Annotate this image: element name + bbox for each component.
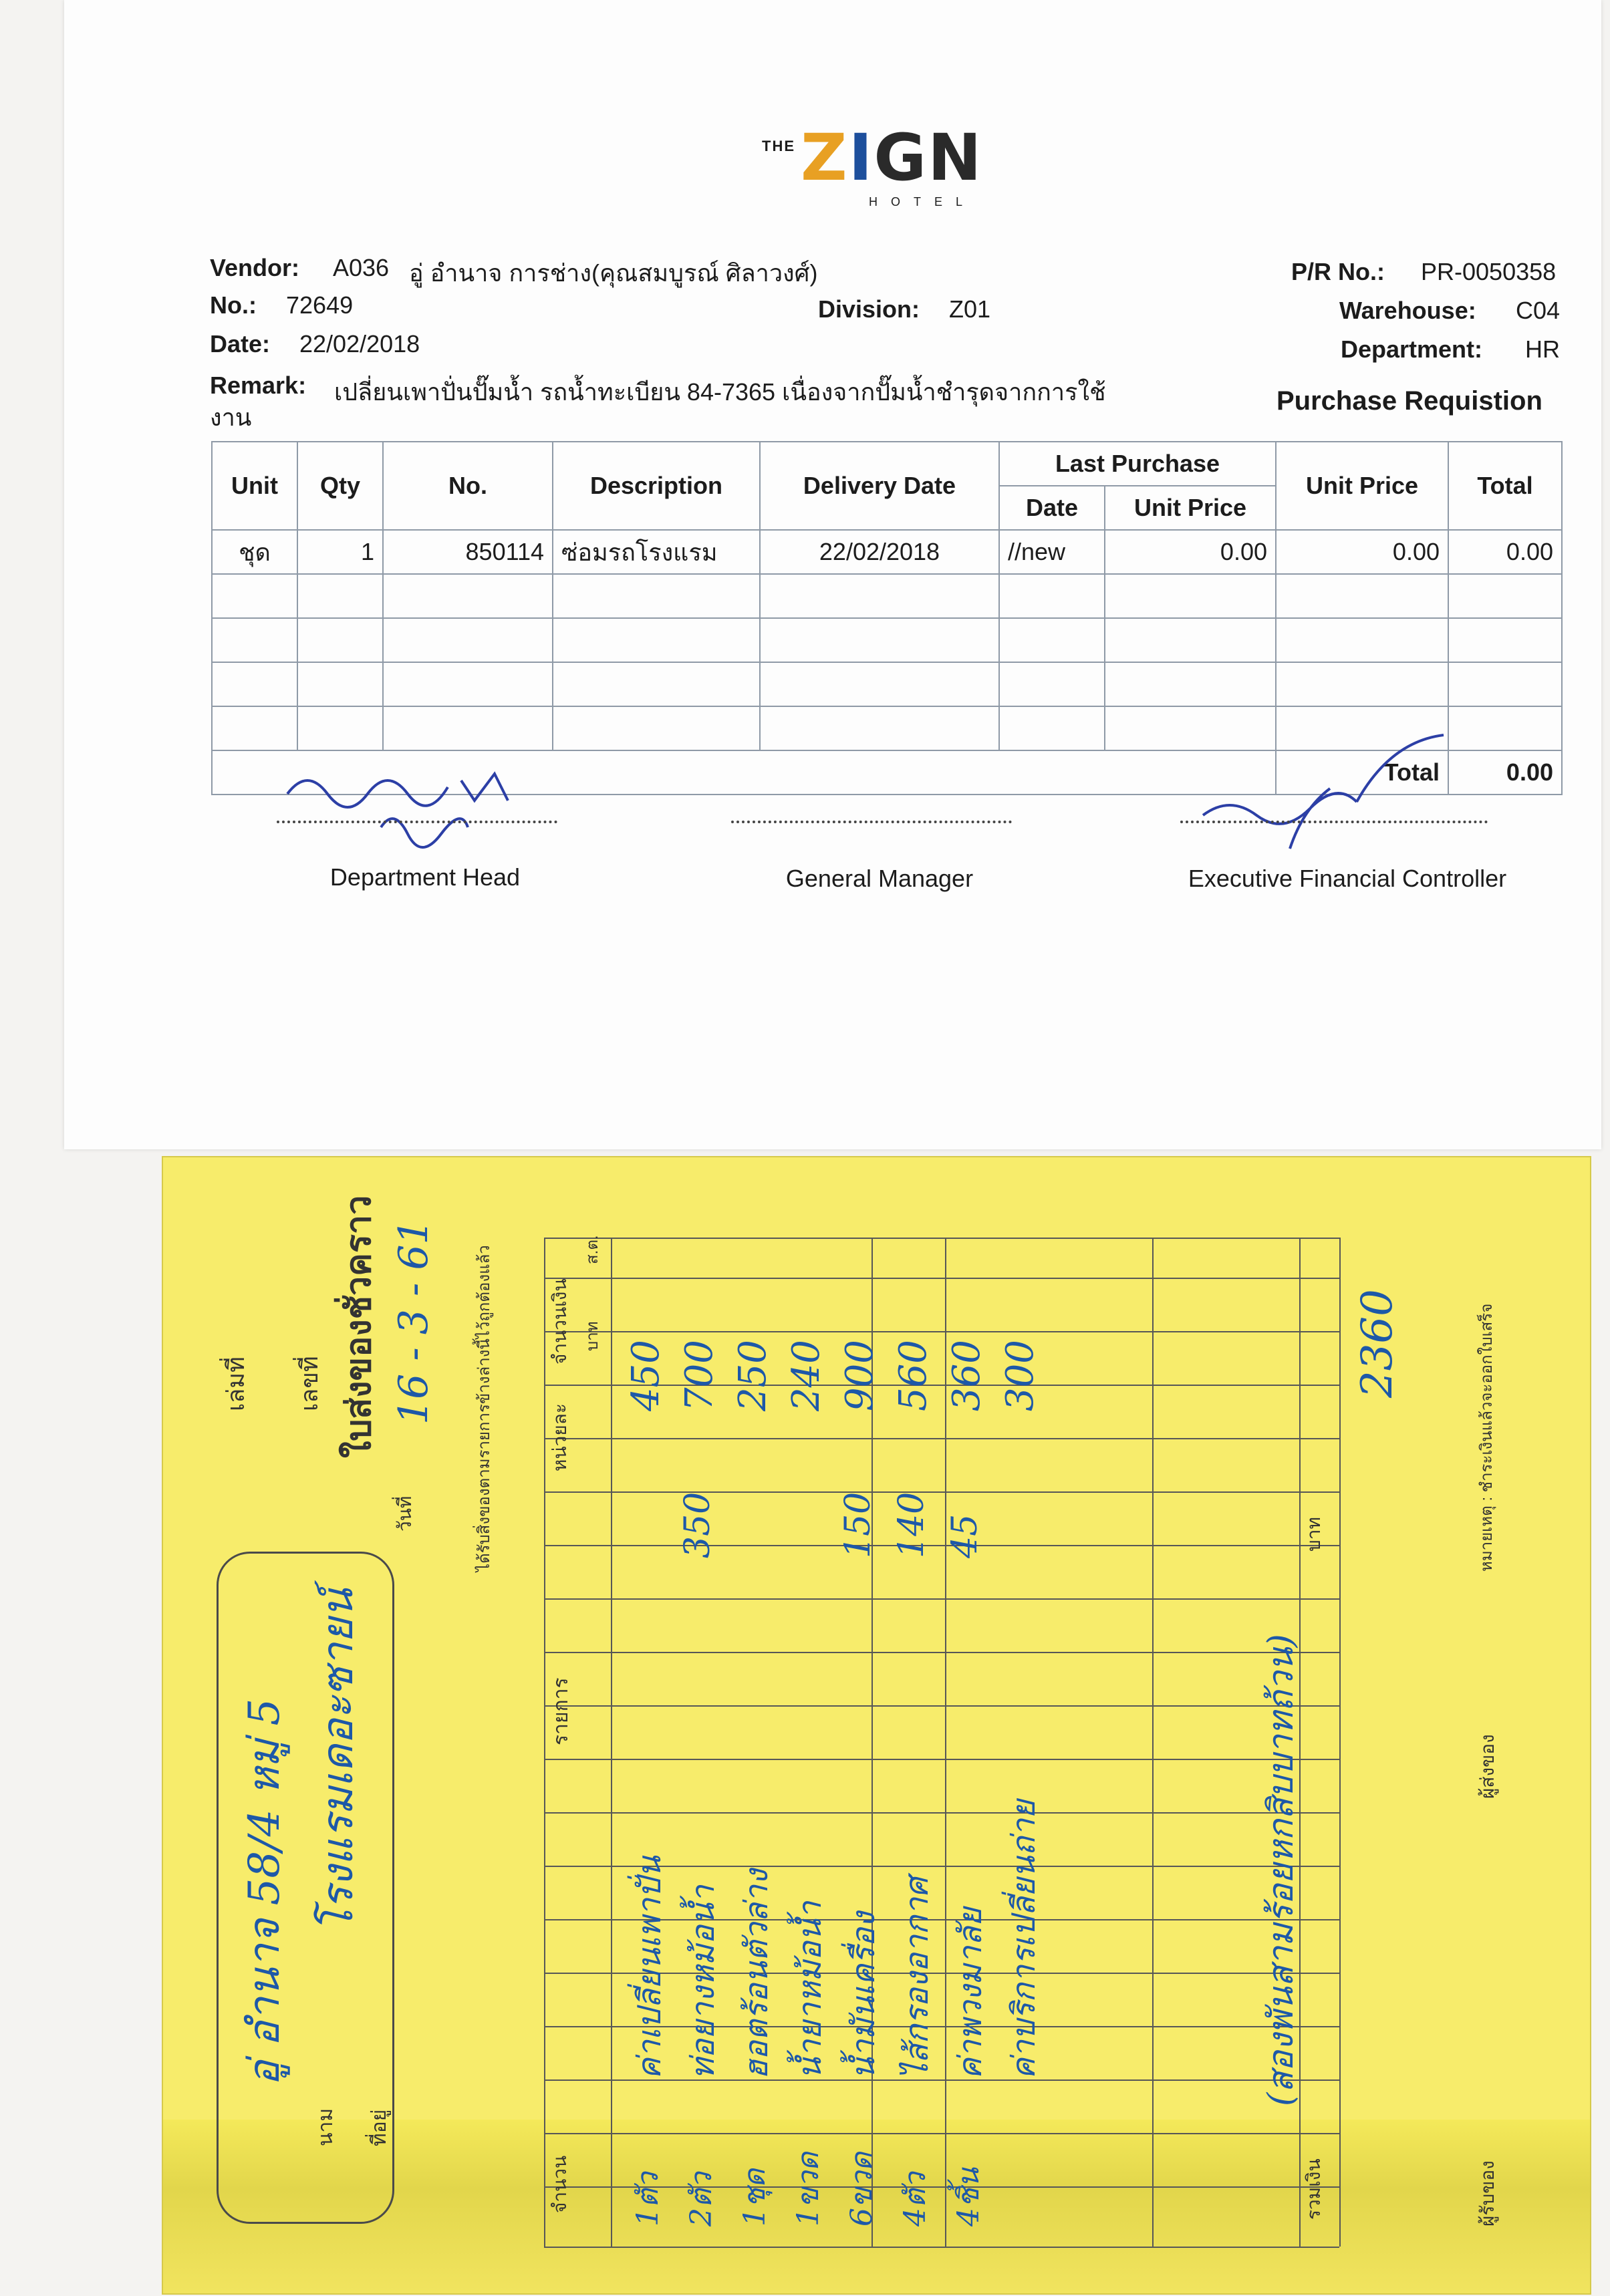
remark-line-1: เปลี่ยนเพาปั่นปั๊มน้ำ รถน้ำทะเบียน 84-7365 เนื่องจากปั๊มน้ำชำรุดจากการใช้	[334, 378, 1106, 406]
col-unit: Unit	[212, 442, 297, 530]
slip-date-label: วันที่	[394, 1495, 415, 1532]
caption-general-manager: General Manager	[785, 865, 974, 892]
slip-item-qty: 1ขวด	[791, 2152, 825, 2227]
slip-item-desc: น้ำยาหม้อน้ำ	[791, 1901, 829, 2079]
slip-item-qty: 4ตัว	[898, 2172, 932, 2227]
total-value: 0.00	[1448, 750, 1562, 795]
remark-label: Remark:	[210, 372, 307, 399]
col-lp-date: Date	[999, 486, 1105, 530]
slip-col-amount: จำนวนเงิน	[549, 1278, 570, 1365]
slip-item-amount: 300	[998, 1340, 1042, 1411]
department-label: Department:	[1341, 335, 1483, 363]
slip-item-desc: ฮอตร้อนตัวล่าง	[738, 1869, 775, 2079]
signature-department-head	[281, 767, 561, 861]
slip-item-unit-price: 150	[838, 1491, 878, 1558]
department-value: HR	[1525, 335, 1560, 363]
cell-total: 0.00	[1448, 530, 1562, 574]
cell-qty: 1	[297, 530, 383, 574]
signature-line-general-manager	[731, 821, 1012, 823]
slip-item-amount: 900	[838, 1340, 882, 1411]
slip-grand-total: 2360	[1353, 1289, 1402, 1398]
slip-book-no-label: เล่มที่	[222, 1356, 249, 1411]
cell-lp-date: //new	[999, 530, 1105, 574]
delivery-slip	[162, 1156, 1591, 2295]
slip-item-desc: ค่าเปลี่ยนเพาปั่น	[631, 1856, 668, 2079]
slip-col-baht: บาท	[583, 1321, 601, 1351]
slip-item-unit-price: 45	[945, 1514, 985, 1558]
warehouse-label: Warehouse:	[1339, 297, 1476, 324]
slip-col-satang: ส.ต.	[583, 1235, 601, 1264]
slip-item-desc: ค่าบริการเปลี่ยนถ่าย	[1005, 1800, 1043, 2079]
slip-item-qty: 1ตัว	[631, 2172, 665, 2227]
pr-value: PR-0050358	[1421, 258, 1557, 285]
total-label: Total	[1276, 750, 1448, 795]
slip-name-label: นาม	[315, 2108, 337, 2146]
slip-item-unit-price: 140	[892, 1491, 932, 1558]
slip-total-label: รวมเงิน	[1303, 2158, 1324, 2220]
empty-row	[212, 662, 1562, 706]
slip-name-value: โรงแรมเดอะซายน์	[313, 1588, 363, 1932]
slip-no-label: เลขที่	[295, 1356, 323, 1411]
slip-received-by: ผู้รับของ	[1477, 2160, 1498, 2227]
cell-unit-price: 0.00	[1276, 530, 1448, 574]
slip-item-qty: 1ชุด	[738, 2168, 772, 2227]
remark-line-2: งาน	[210, 404, 252, 431]
no-label: No.:	[210, 291, 257, 319]
slip-stamp: อู่ อำนาจ 58/4 หมู่ 5	[240, 1698, 289, 2086]
col-lp-unit-price: Unit Price	[1105, 486, 1276, 530]
slip-item-amount: 360	[945, 1340, 988, 1411]
logo-zign: ZIGN	[801, 120, 983, 195]
slip-note: หมายเหตุ : ชำระเงินแล้วจะออกใบเสร็จ	[1478, 1303, 1496, 1572]
slip-received-label: ได้รับสิ่งของตามรายการข้างล่างนี้ไว้ถูกต้องแล้ว	[475, 1245, 493, 1572]
col-last-purchase: Last Purchase	[999, 442, 1276, 486]
vendor-label: Vendor:	[210, 254, 300, 281]
col-unit-price: Unit Price	[1276, 442, 1448, 530]
col-no: No.	[383, 442, 553, 530]
pr-label: P/R No.:	[1291, 258, 1385, 285]
signature-efc	[1190, 728, 1470, 855]
caption-department-head: Department Head	[329, 863, 521, 891]
slip-col-qty: จำนวน	[549, 2155, 570, 2213]
division-value: Z01	[949, 295, 991, 323]
slip-item-unit-price: 350	[678, 1491, 718, 1558]
table-row	[212, 530, 1562, 574]
col-qty: Qty	[297, 442, 383, 530]
slip-item-qty: 4ชิ้น	[952, 2168, 986, 2227]
cell-no: 850114	[383, 530, 553, 574]
no-value: 72649	[286, 291, 354, 319]
vendor-name: อู่ อำนาจ การช่าง(คุณสมบูรณ์ ศิลาวงศ์)	[409, 259, 818, 287]
col-total: Total	[1448, 442, 1562, 530]
slip-col-unit-price: หน่วยละ	[549, 1403, 570, 1471]
empty-row	[212, 618, 1562, 662]
slip-item-qty: 6ขวด	[845, 2152, 879, 2227]
slip-item-amount: 560	[892, 1340, 935, 1411]
slip-item-amount: 250	[731, 1340, 775, 1411]
slip-item-amount: 700	[678, 1340, 721, 1411]
slip-address-label: ที่อยู่	[368, 2109, 390, 2146]
slip-baht-label: บาท	[1303, 1517, 1324, 1552]
col-description: Description	[553, 442, 760, 530]
slip-sender: ผู้ส่งของ	[1477, 1734, 1498, 1799]
division-label: Division:	[818, 295, 920, 323]
slip-amount-words: (สองพันสามร้อยหกสิบบาทถ้วน)	[1261, 1634, 1301, 2106]
caption-efc: Executive Financial Controller	[1188, 865, 1507, 892]
warehouse-value: C04	[1516, 297, 1561, 324]
slip-item-amount: 240	[785, 1340, 828, 1411]
signature-line-department-head	[277, 821, 557, 823]
cell-lp-unit-price: 0.00	[1105, 530, 1276, 574]
slip-date-value: 16 - 3 - 61	[390, 1219, 437, 1425]
slip-col-items: รายการ	[550, 1677, 572, 1745]
cell-delivery-date: 22/02/2018	[760, 530, 999, 574]
slip-item-desc: ท่อยางหม้อน้ำ	[684, 1885, 722, 2079]
doc-type: Purchase Requistion	[1277, 386, 1542, 416]
signature-line-efc	[1180, 821, 1488, 823]
slip-title: ใบส่งของชั่วคราว	[340, 1195, 378, 1458]
date-value: 22/02/2018	[299, 330, 420, 357]
slip-item-qty: 2ตัว	[684, 2172, 718, 2227]
logo-the: THE	[762, 138, 795, 154]
empty-row	[212, 574, 1562, 618]
col-delivery-date: Delivery Date	[760, 442, 999, 530]
slip-item-desc: ไส้กรองอากาศ	[898, 1877, 936, 2079]
slip-item-amount: 450	[624, 1340, 668, 1411]
vendor-code: A036	[333, 254, 390, 281]
cell-description: ซ่อมรถโรงแรม	[553, 530, 760, 574]
date-label: Date:	[210, 330, 271, 357]
slip-item-desc: ค่าพวงมาลัย	[952, 1907, 989, 2079]
logo-hotel: HOTEL	[869, 195, 976, 208]
cell-unit: ชุด	[212, 530, 297, 574]
slip-item-desc: น้ำมันเครื่อง	[845, 1912, 882, 2079]
